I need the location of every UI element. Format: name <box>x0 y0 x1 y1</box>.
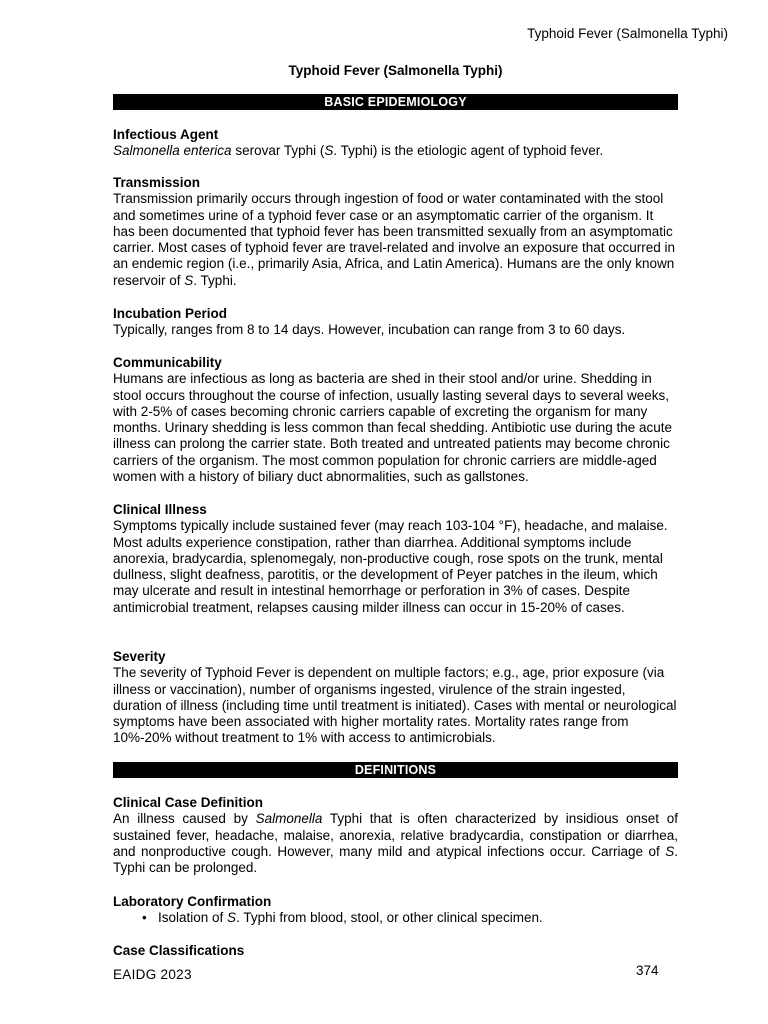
transmission-heading: Transmission <box>113 175 201 190</box>
clinical-case-definition-text: An illness caused by Salmonella Typhi that is often characterized by insidious onset of sustained fever, headache, malaise, anorexia, relative bradycardia, constipation or diarrhea, and nonproductive cough. However, many mild and atypical infections occur. Carriage of S. Typhi can be prolonged. <box>113 811 678 876</box>
communicability-section <box>113 355 678 485</box>
severity-section <box>113 649 678 747</box>
clinical-case-definition-section <box>113 795 678 876</box>
incubation-text: Typically, ranges from 8 to 14 days. However, incubation can range from 3 to 60 days. <box>113 322 626 338</box>
transmission-text: Transmission primarily occurs through ingestion of food or water contaminated with the stool and sometimes urine of a typhoid fever case or an asymptomatic carrier of the organism. It has been documented that typhoid fever has been transmitted sexually from an asymptomatic carrier. Most cases of typhoid fever are travel-related and involve an exposure that occurred in an endemic region (i.e., primarily Asia, Africa, and Latin America). Humans are the only known reservoir of S. Typhi. <box>113 191 676 288</box>
clinical-illness-text: Symptoms typically include sustained fever (may reach 103-104 °F), headache, and malaise. Most adults experience constipation, rather than diarrhea. Additional symptoms include anorexia, bradycardia, splenomegaly, non-productive cough, rose spots on the trunk, mental dullness, slight deafness, parotitis, or the development of Peyer patches in the ileum, which may ulcerate and result in intestinal hemorrhage or perforation in 3% of cases. Despite antimicrobial treatment, relapses causing milder illness can occur in 15-20% of cases. <box>113 518 668 615</box>
communicability-heading: Communicability <box>113 355 222 370</box>
lab-confirmation-section <box>113 894 678 927</box>
severity-heading: Severity <box>113 649 166 664</box>
clinical-case-definition-heading: Clinical Case Definition <box>113 795 264 810</box>
communicability-text: Humans are infectious as long as bacteria are shed in their stool and/or urine. Shedding in stool occurs throughout the course of infection, usually lasting several days to several weeks, with 2-5% of cases becoming chronic carriers capable of excreting the organism for many months. Urinary shedding is less common than fecal shedding. Antibiotic use during the acute illness can prolong the carrier state. Both treated and untreated patients may become chronic carriers of the organism. The most common population for chronic carriers are middle-aged women with a history of biliary duct abnormalities, such as gallstones. <box>113 371 673 485</box>
list-item: • Isolation of S. Typhi from blood, stool, or other clinical specimen. <box>113 910 678 926</box>
footer-page-number: 374 <box>636 963 659 978</box>
severity-text: The severity of Typhoid Fever is dependent on multiple factors; e.g., age, prior exposure (via illness or vaccination), number of organisms ingested, virulence of the strain ingested, duration of illness (including time until treatment is initiated). Cases with mental or neurological symptoms have been associated with higher mortality rates. Mortality rates range from 10%-20% without treatment to 1% with access to antimicrobials. <box>113 665 677 746</box>
lab-confirmation-heading: Laboratory Confirmation <box>113 894 272 909</box>
transmission-section <box>113 175 678 289</box>
infectious-agent-text: Salmonella enterica serovar Typhi (S. Typhi) is the etiologic agent of typhoid fever. <box>113 143 604 159</box>
document-title: Typhoid Fever (Salmonella Typhi) <box>288 63 503 78</box>
case-classifications-section <box>113 943 678 959</box>
section-band-definitions: DEFINITIONS <box>113 762 678 778</box>
case-classifications-heading: Case Classifications <box>113 943 245 958</box>
incubation-heading: Incubation Period <box>113 306 228 321</box>
incubation-section <box>113 306 678 339</box>
clinical-illness-heading: Clinical Illness <box>113 502 207 517</box>
clinical-illness-section <box>113 502 678 616</box>
footer-doc-id: EAIDG 2023 <box>113 967 192 982</box>
infectious-agent-heading: Infectious Agent <box>113 127 219 142</box>
section-band-epidemiology: BASIC EPIDEMIOLOGY <box>113 94 678 110</box>
running-header: Typhoid Fever (Salmonella Typhi) <box>527 26 728 41</box>
infectious-agent-section <box>113 127 678 160</box>
lab-confirmation-list <box>113 910 678 926</box>
